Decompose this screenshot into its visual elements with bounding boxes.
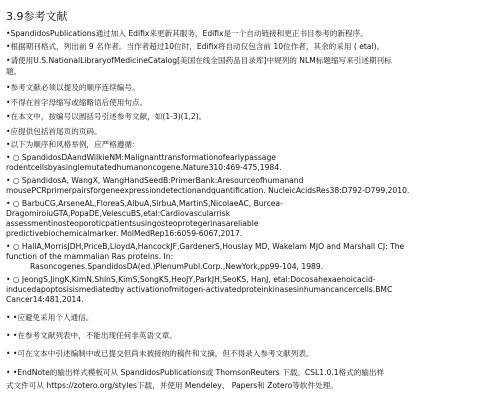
text-line-11: • •在参考文献列表中，不能出现任何非英语文章。: [6, 331, 177, 340]
reference-5-line-1: • ○ JeongS,JingK,KimN,ShinS,KimS,SongKS,HeoJY,ParkJH,SeoKS, HanJ, etal:Docosahexaenoicacid-: [6, 275, 376, 284]
reference-5-line-3: Cancer14:481,2014.: [6, 295, 84, 304]
reference-2-line-1: • ○ SpandidosA, WangX, WangHandSeedB:PrimerBank:Aresourceofhumanand: [6, 176, 304, 185]
text-line-2: •根据期刊格式，列出前 9 名作者。当作者超过10位时，Edifix将自动仅包含前 10位作者，其余的采用 ( etal)。: [6, 42, 385, 51]
text-line-10: • •应避免采用个人通信。: [6, 313, 94, 322]
reference-1-line-2: rodentcellsbyasinglemutatedhumanoncogene.Nature310:469-475,1984.: [6, 163, 282, 172]
reference-1-line-1: • ○ SpandidosDAandWilkieNM:Malignanttransformationofearlypassage: [6, 153, 276, 162]
section-heading: 3.9参考文献: [6, 10, 68, 23]
text-line-6: •不得在首字母缩写或缩略语后使用句点。: [6, 98, 148, 107]
text-line-14: 式文件可从 https://zotero.org/styles下载，并使用 Mendeley、 Papers和 Zotero等软件处理。: [6, 381, 338, 390]
reference-5-line-2: inducedapoptosisismediatedby activationofmitogen-activatedproteinkinasesinhumancancercells.BMC: [6, 285, 393, 294]
reference-4-line-3: Rasoncogenes.SpandidosDA(ed.)PlenumPubl.Corp.,NewYork,pp99-104, 1989.: [30, 262, 324, 271]
reference-4-line-1: • ○ HallA,MorrisJDH,PriceB,LloydA,HancockJF,GardenerS,Houslay MD, Wakelam MJO and Marshall CJ: The: [6, 242, 405, 251]
text-line-3: •请使用U.S.NationalLibraryofMedicineCatalog[美国在线全国药品目录库]中规列的 NLM标题缩写来引述期刊标: [6, 56, 392, 65]
reference-4-line-2: function of the mammalian Ras proteins. In:: [6, 252, 174, 261]
reference-3-line-4: predictivebiochemicalmarker. MolMedRep16:6059-6067,2017.: [6, 229, 243, 238]
reference-3-line-1: • ○ BarbuCG,ArseneAL,FloreaS,AlbuA,SirbuA,MartinS,NicolaeAC, Burcea-: [6, 199, 283, 208]
text-line-7: •在本文中，按编号以圆括号引述参考文献，如(1-3)(1,2)。: [6, 112, 207, 121]
text-line-8: •应提供包括首尾页的页码。: [6, 127, 102, 136]
text-line-4: 题。: [6, 67, 22, 76]
text-line-9: •以下为顺序和风格举例，应严格遵循：: [6, 140, 140, 149]
text-line-13: • •EndNote的输出样式模板可从 SpandidosPublications或 ThomsonReuters 下载。CSL1.0.1格式的输出样: [6, 368, 385, 377]
text-line-1: •SpandidosPublications通过加入 Edifix来更新其服务，Edifix是一个自动链接和更正书目参考的新程序。: [6, 29, 368, 38]
text-line-5: •参考文献必须以提及的顺序连续编号。: [6, 83, 140, 92]
reference-3-line-2: DragomiroiuGTA,PopaDE,VelescuBS,etal:Cardiovascularrisk: [6, 209, 231, 218]
reference-2-line-2: mousePCRprimerpairsforgeneexpressiondetectionandquantification. NucleicAcidsRes38:D792-D799,2010.: [6, 186, 410, 195]
text-line-12: • •可在文本中引述编制中或已提交但尚未被接纳的稿件和文摘，但不得录入参考文献列表。: [6, 349, 314, 358]
reference-3-line-3: assessmentinosteoporoticpatientsusingosteoprotegerinasareliable: [6, 219, 259, 228]
